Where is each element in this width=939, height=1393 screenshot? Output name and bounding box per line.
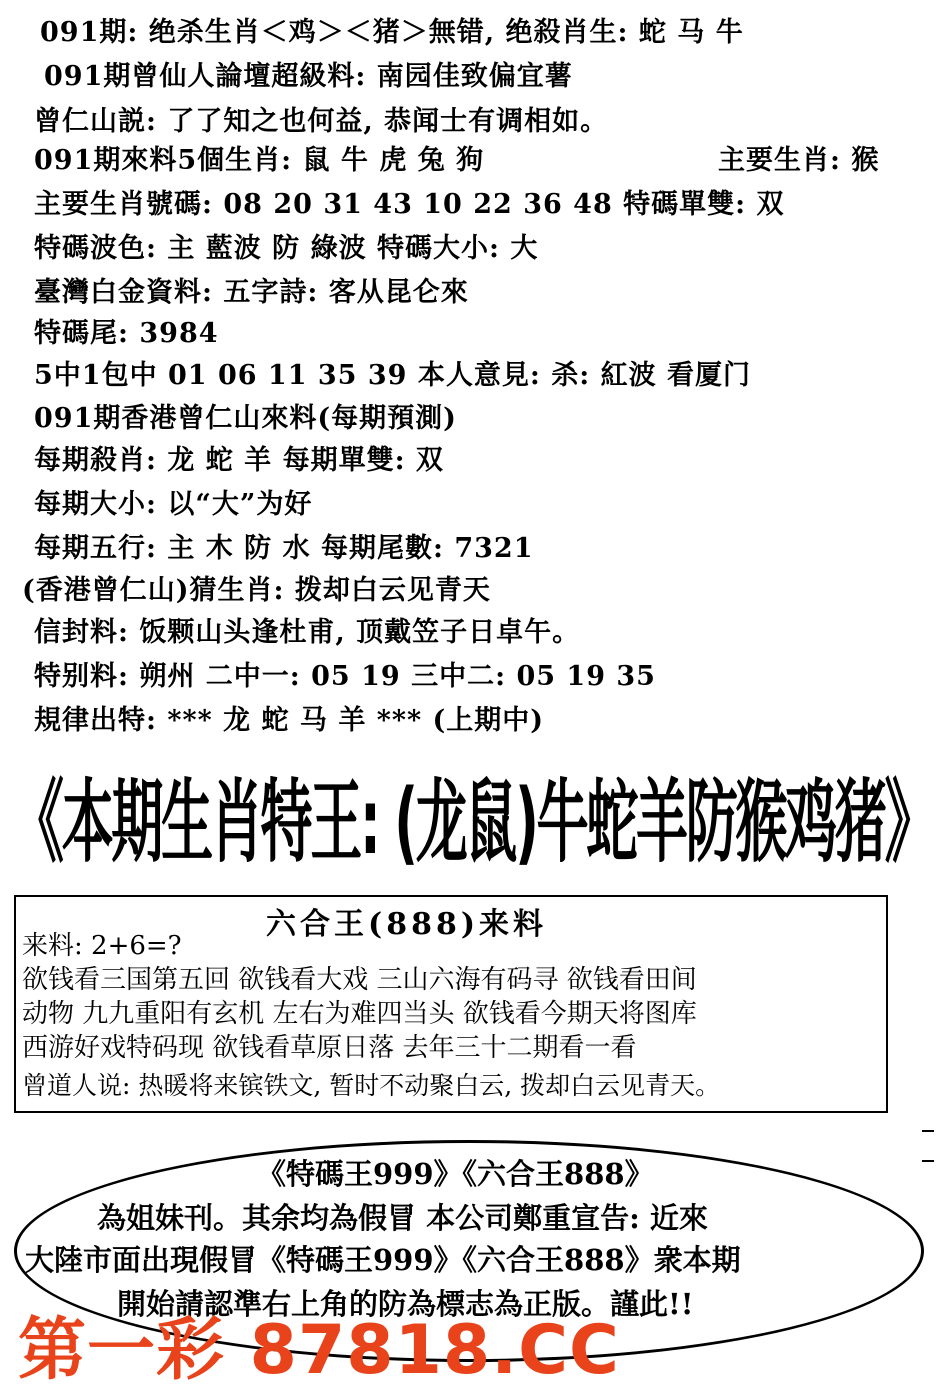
text-line: 每期殺肖: 龙 蛇 羊 每期單雙: 双 xyxy=(34,445,444,476)
text-line: 091期香港曾仁山來料(每期預測) xyxy=(34,403,457,434)
notice-title: 《特碼王999》《六合王888》 xyxy=(257,1157,654,1191)
text-line: 特碼尾: 3984 xyxy=(34,318,219,349)
notice-line: 開始請認準右上角的防為標志為正版。謹此!! xyxy=(117,1287,694,1321)
text-line: 091期: 绝杀生肖＜鸡＞＜猪＞無错, 绝殺肖生: 蛇 马 牛 xyxy=(40,17,744,48)
text-line: 規律出特: *** 龙 蛇 马 羊 *** (上期中) xyxy=(34,705,545,736)
liuhe-king-box xyxy=(14,895,888,1113)
text-line: 091期來料5個生肖: 鼠 牛 虎 兔 狗 xyxy=(34,145,485,176)
text-line: 091期曾仙人論壇超級料: 南园佳致偏宜薯 xyxy=(44,61,573,92)
notice-line: 為姐妹刊。其余均為假冒 本公司鄭重宣告: 近來 xyxy=(97,1201,708,1235)
text-line: 特碼波色: 主 藍波 防 綠波 特碼大小: 大 xyxy=(34,233,539,264)
text-line: 臺灣白金資料: 五字詩: 客从昆仑來 xyxy=(34,277,469,308)
text-line: 曾仁山説: 了了知之也何益, 恭闻士有调相如。 xyxy=(34,106,609,137)
headline-zodiac-king: 《本期生肖特王: (龙鼠)牛蛇羊防猴鸡猪》 xyxy=(12,770,935,875)
box-line: 曾道人说: 热暖将来镔铁文, 暂时不动聚白云, 拨却白云见青天。 xyxy=(22,1071,721,1100)
text-line: 信封料: 饭颗山头逢杜甫, 顶戴笠子日卓午。 xyxy=(34,617,581,648)
text-line: 主要生肖號碼: 08 20 31 43 10 22 36 48 特碼單雙: 双 xyxy=(34,189,785,220)
box-title: 六合王(888)来料 xyxy=(266,907,548,942)
text-line: 每期大小: 以“大”为好 xyxy=(34,489,313,520)
box-line: 西游好戏特码现 欲钱看草原日落 去年三十二期看一看 xyxy=(22,1033,637,1063)
box-line: 来料: 2+6=? xyxy=(22,931,182,961)
text-line: 每期五行: 主 木 防 水 每期尾數: 7321 xyxy=(34,533,534,564)
box-line: 欲钱看三国第五回 欲钱看大戏 三山六海有码寻 欲钱看田间 xyxy=(22,965,697,995)
margin-mark xyxy=(922,1130,934,1132)
text-line: 特别料: 朔州 二中一: 05 19 三中二: 05 19 35 xyxy=(34,661,656,692)
box-line: 动物 九九重阳有玄机 左右为难四当头 欲钱看今期天将图库 xyxy=(22,999,697,1029)
margin-mark xyxy=(922,1160,934,1162)
notice-line: 大陸市面出現假冒《特碼王999》《六合王888》衆本期 xyxy=(25,1243,741,1277)
text-line: 5中1包中 01 06 11 35 39 本人意見: 杀: 紅波 看厦门 xyxy=(34,360,751,391)
site-watermark: 第一彩 87818.CC xyxy=(18,1311,620,1390)
text-line: (香港曾仁山)猜生肖: 拨却白云见青天 xyxy=(22,575,491,606)
text-line: 主要生肖: 猴 xyxy=(718,145,880,176)
